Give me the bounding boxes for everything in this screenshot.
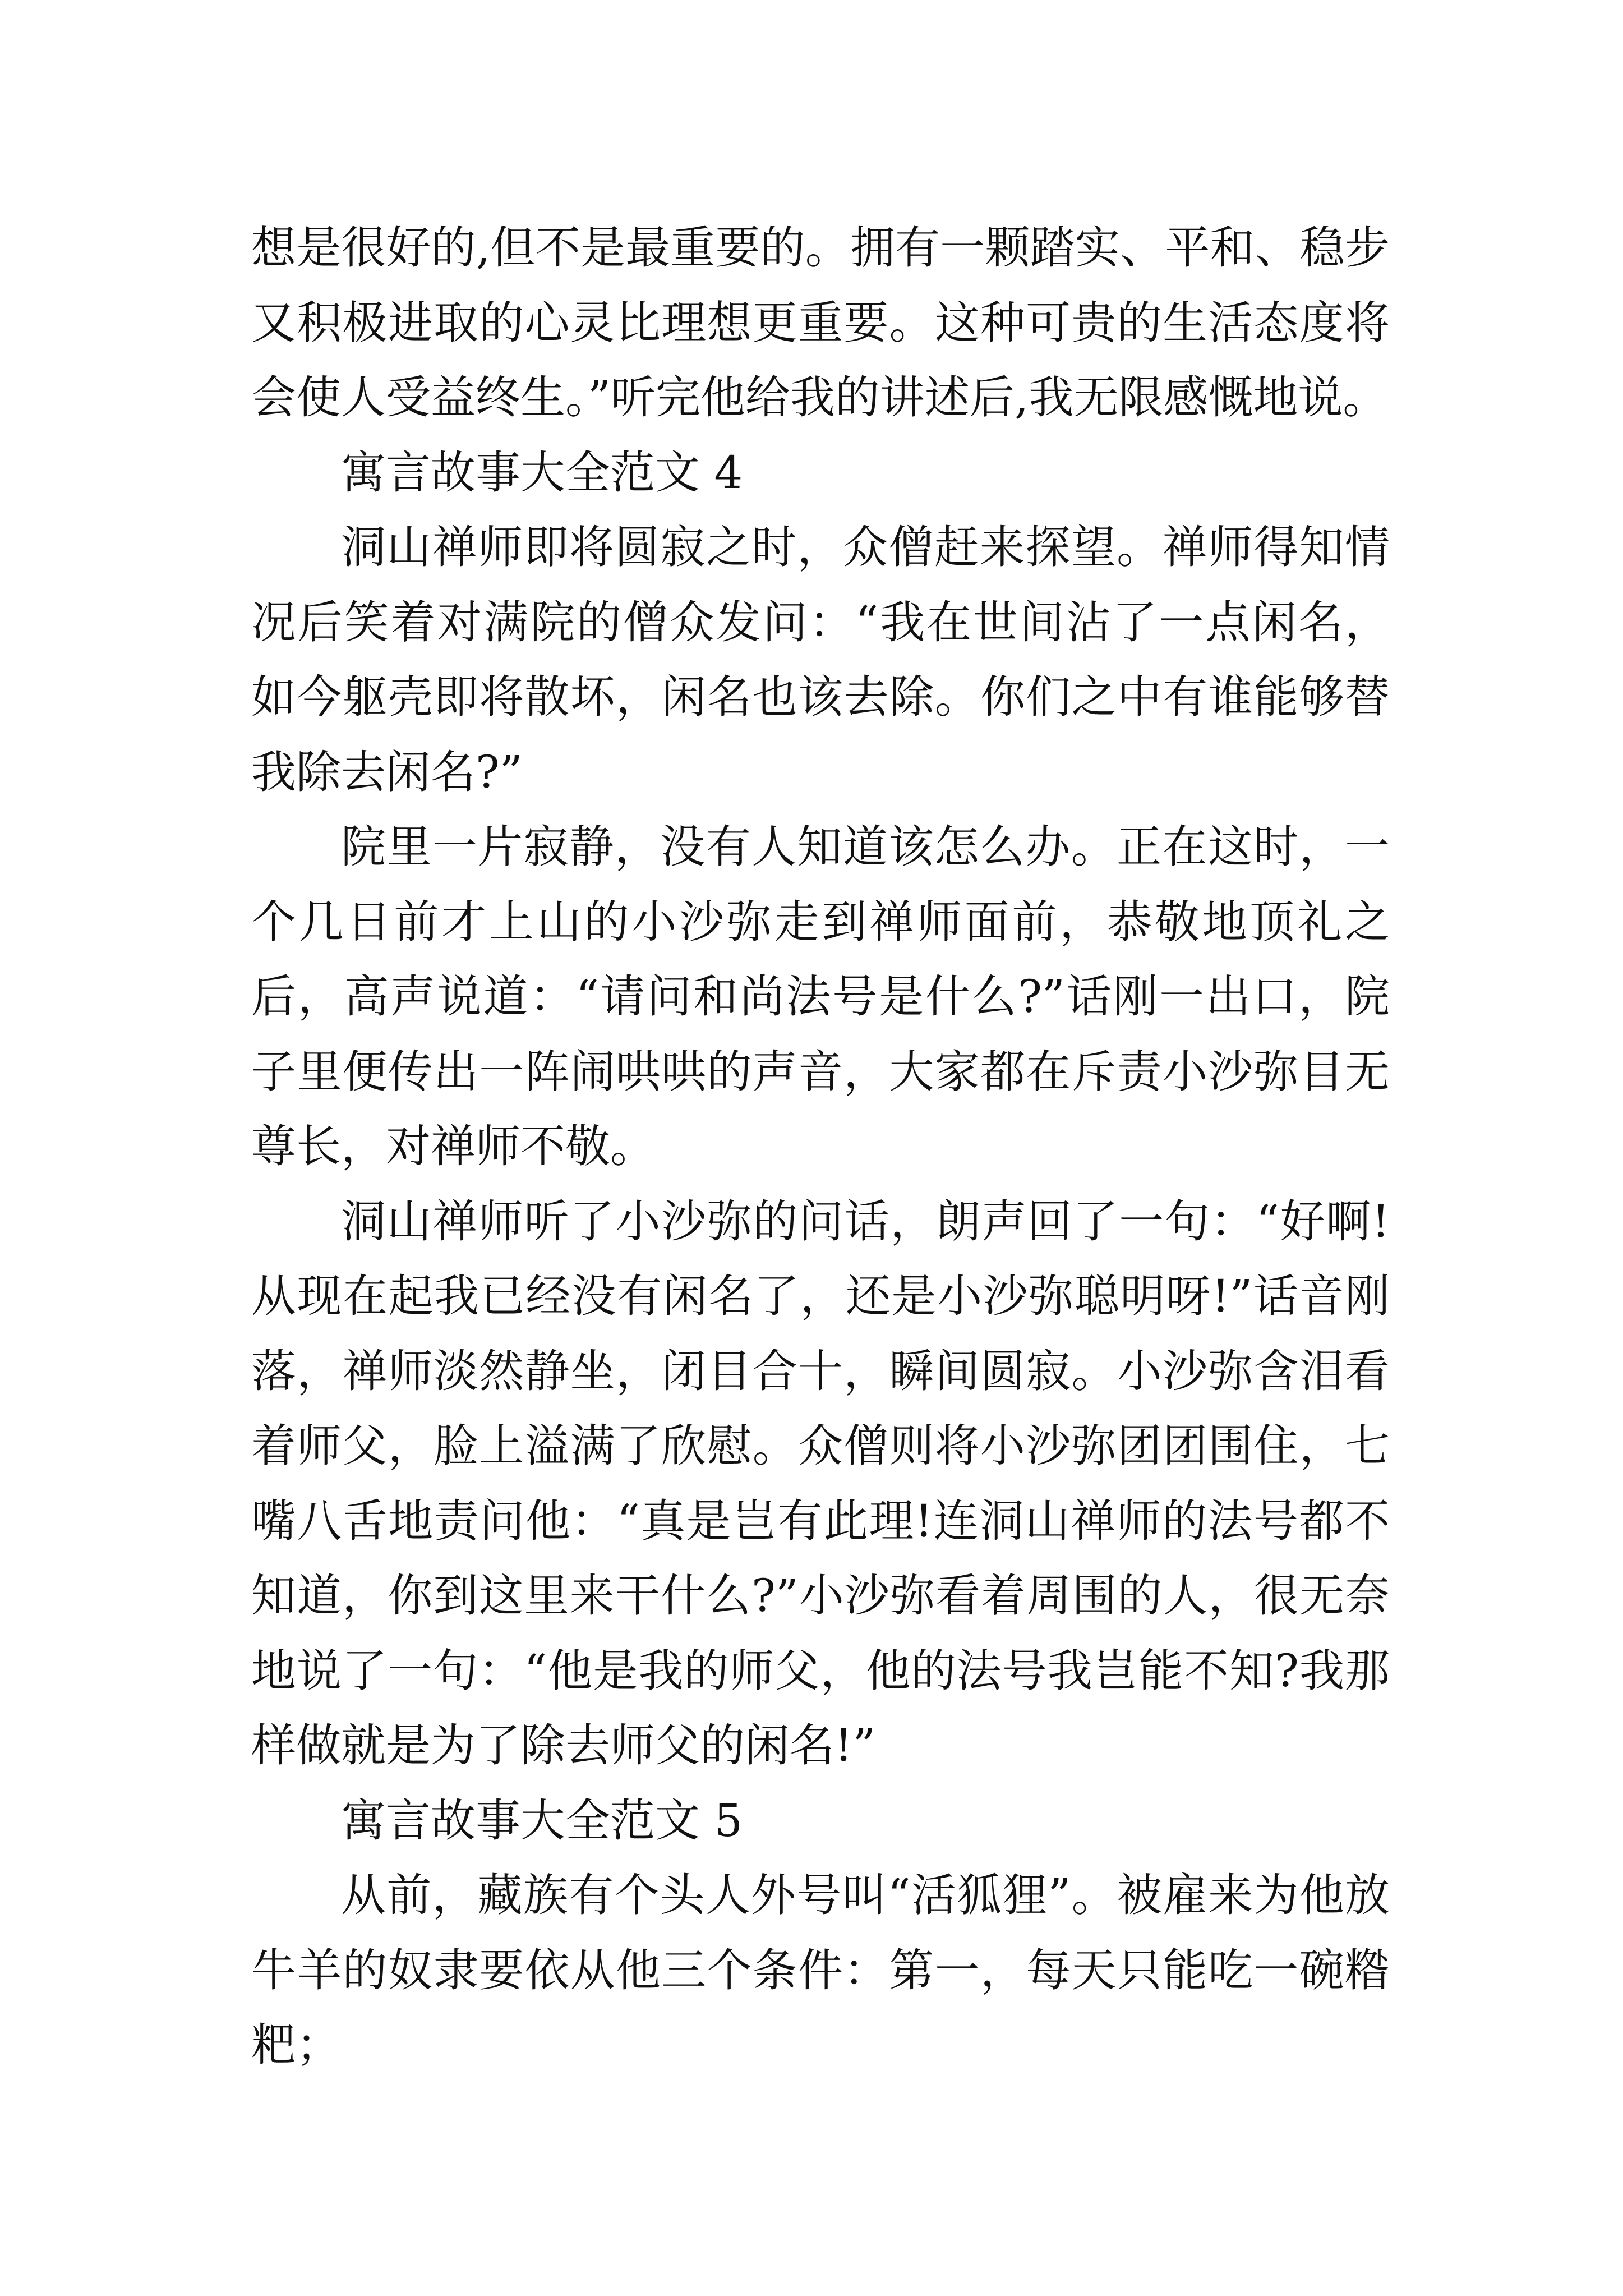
paragraph-continuation: 想是很好的,但不是最重要的。拥有一颗踏实、平和、稳步又积极进取的心灵比理想更重要。这种可贵的生活态度将会使人受益终生。”听完他给我的讲述后,我无限感慨地说。 [251, 222, 1390, 424]
paragraph-story5-1: 从前，藏族有个头人外号叫“活狐狸”。被雇来为他放牛羊的奴隶要依从他三个条件：第一，每天只能吃一碗糌粑； [251, 1869, 1390, 2071]
paragraph-story4-3: 洞山禅师听了小沙弥的问话，朗声回了一句：“好啊!从现在起我已经没有闲名了，还是小沙弥聪明呀!”话音刚落，禅师淡然静坐，闭目合十，瞬间圆寂。小沙弥含泪看着师父，脸上溢满了欣慰。众僧则将小沙弥团团围住，七嘴八舌地责问他：“真是岂有此理!连洞山禅师的法号都不知道，你到这里来干什么?”小沙弥看着周围的人，很无奈地说了一句：“他是我的师父，他的法号我岂能不知?我那样做就是为了除去师父的闲名!” [251, 1195, 1390, 1772]
document-page [251, 210, 1390, 2083]
section-heading-5: 寓言故事大全范文 5 [341, 1794, 743, 1847]
section-heading-4: 寓言故事大全范文 4 [341, 446, 743, 499]
paragraph-story4-2: 院里一片寂静，没有人知道该怎么办。正在这时，一个几日前才上山的小沙弥走到禅师面前，恭敬地顶礼之后，高声说道：“请问和尚法号是什么?”话刚一出口，院子里便传出一阵闹哄哄的声音，大家都在斥责小沙弥目无尊长，对禅师不敬。 [251, 821, 1390, 1172]
paragraph-story4-1: 洞山禅师即将圆寂之时，众僧赶来探望。禅师得知情况后笑着对满院的僧众发问：“我在世间沾了一点闲名，如今躯壳即将散坏，闲名也该去除。你们之中有谁能够替我除去闲名?” [251, 521, 1390, 798]
